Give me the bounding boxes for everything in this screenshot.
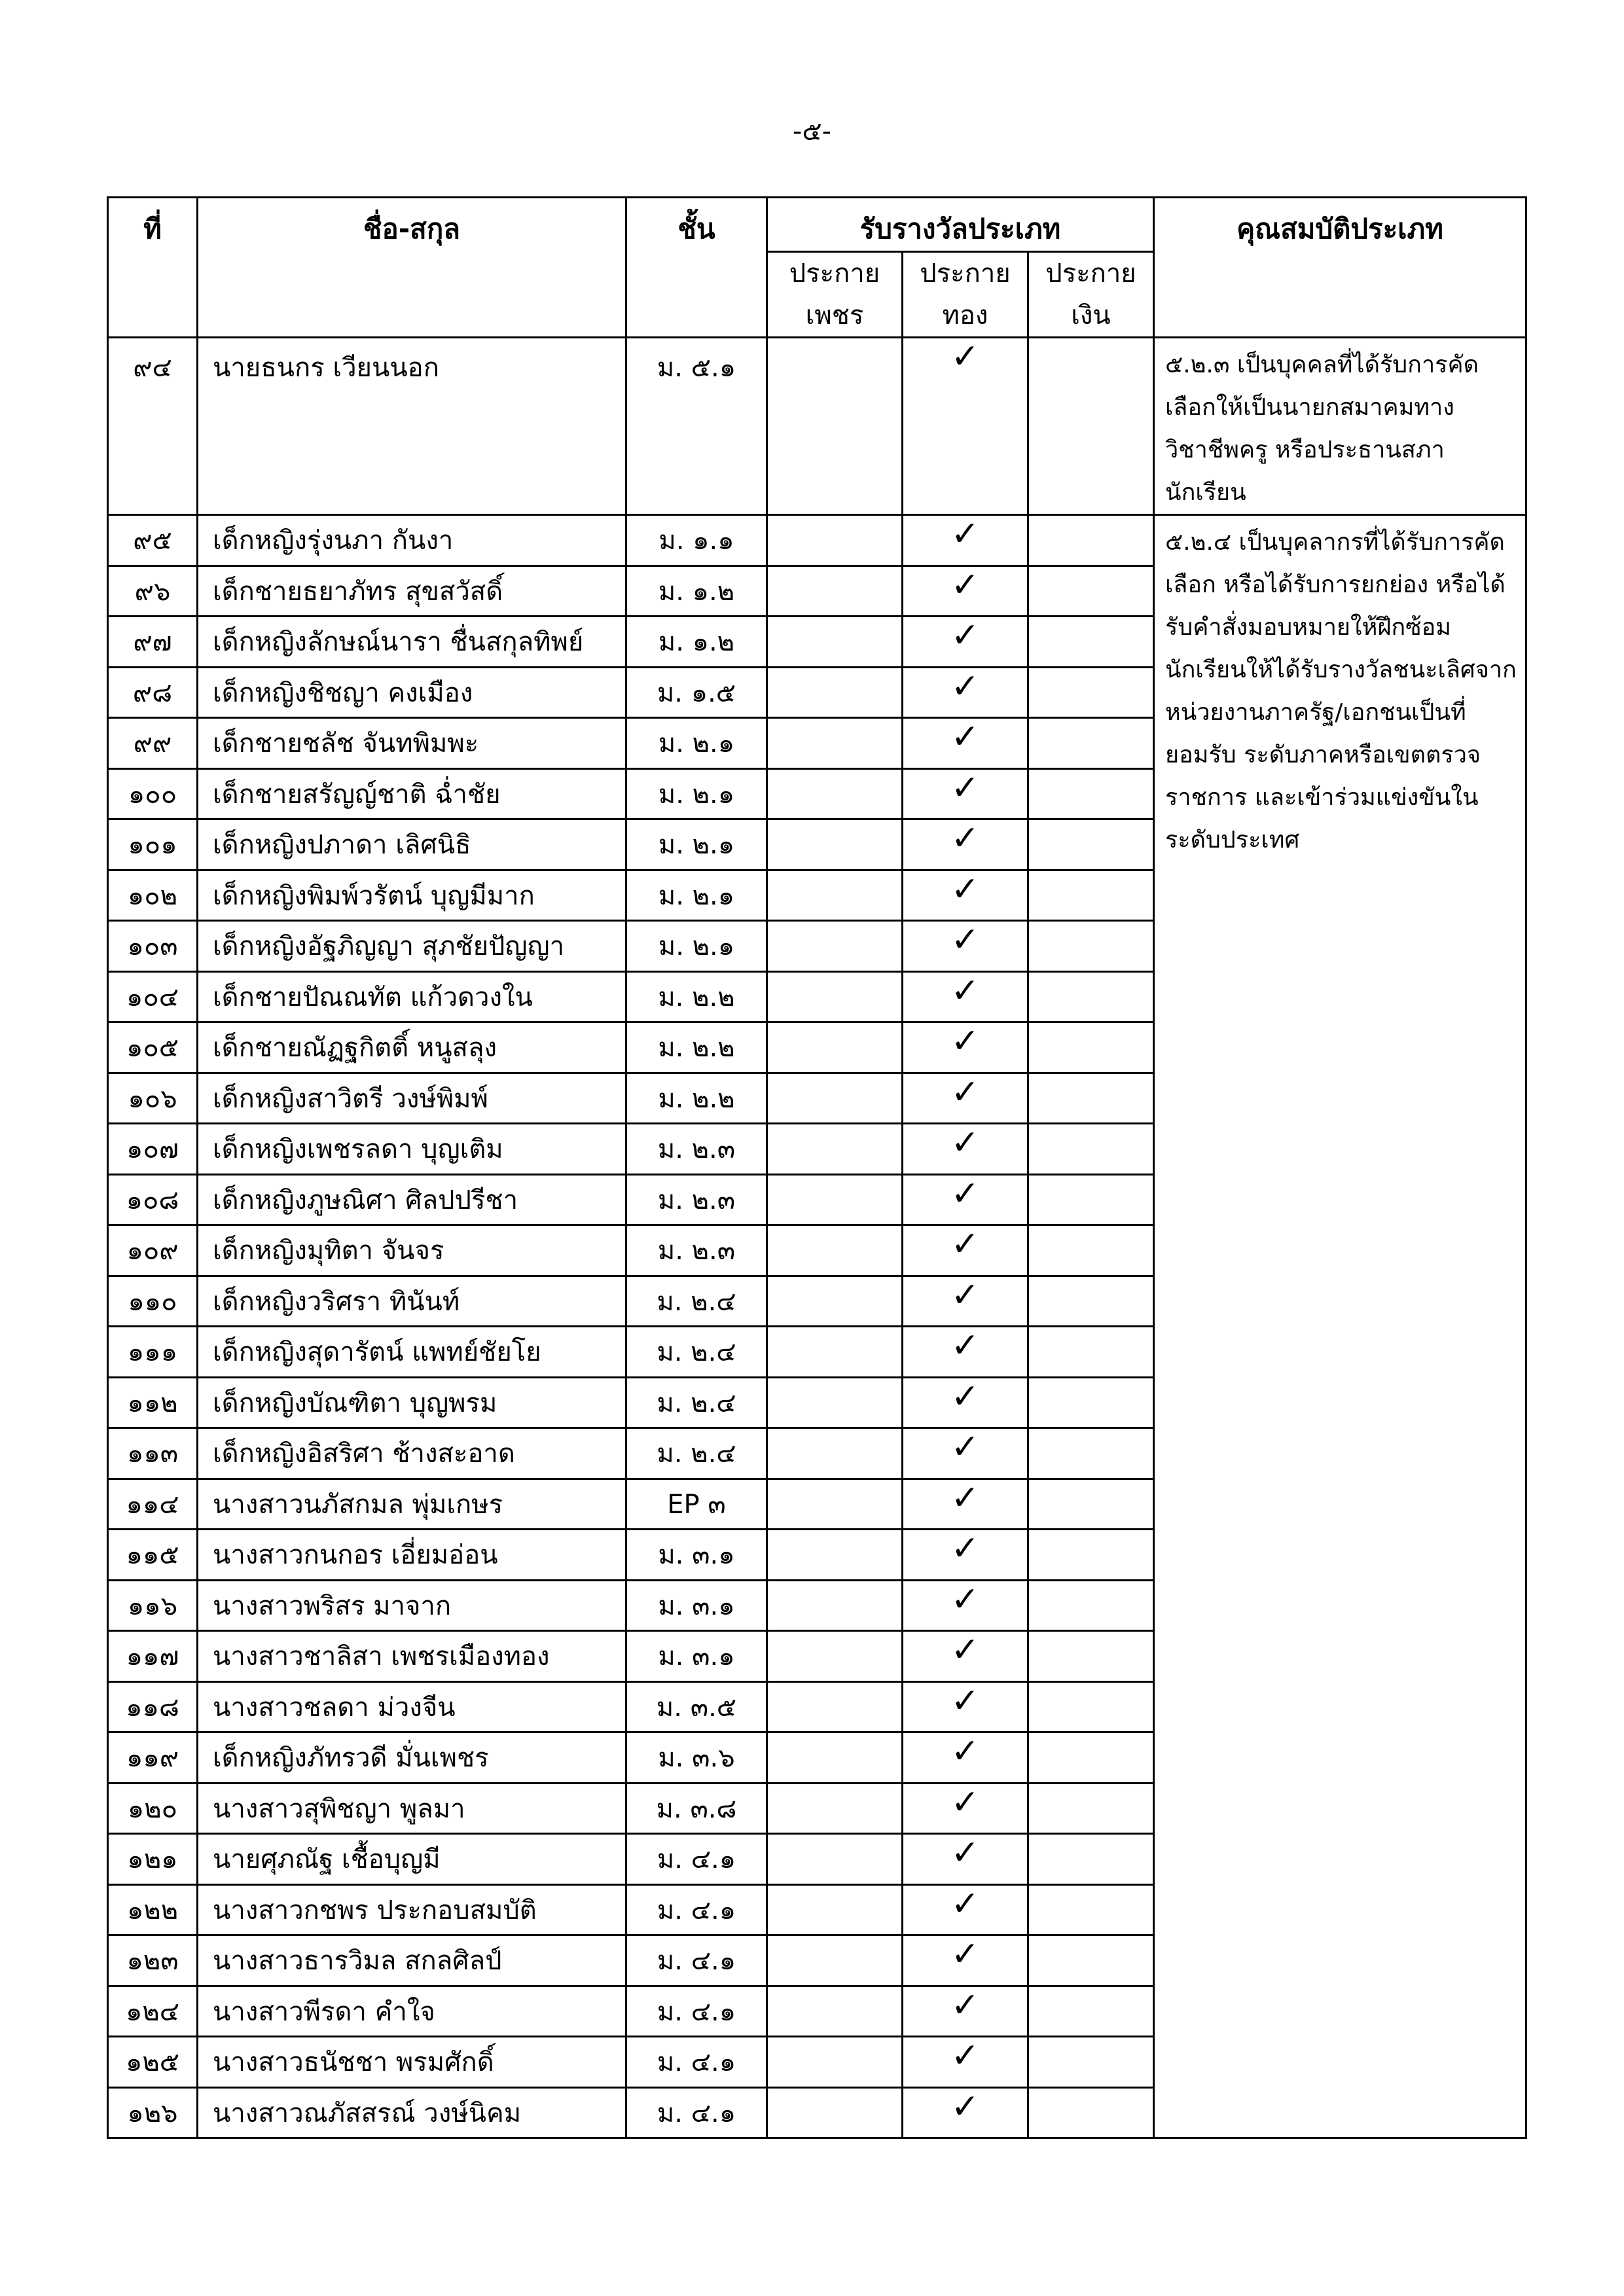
student-class: ม. ๓.๖ bbox=[626, 1732, 767, 1784]
silver-cell bbox=[1028, 667, 1154, 718]
row-number: ๑๐๖ bbox=[108, 1073, 198, 1124]
diamond-cell bbox=[767, 667, 903, 718]
check-icon: ✓ bbox=[950, 1022, 980, 1061]
gold-cell bbox=[903, 2087, 1028, 2138]
gold-cell bbox=[903, 1073, 1028, 1124]
student-class: ม. ๒.๓ bbox=[626, 1174, 767, 1225]
row-number: ๑๒๕ bbox=[108, 2037, 198, 2088]
diamond-cell bbox=[767, 971, 903, 1022]
header-diamond: ประกาย เพชร bbox=[767, 252, 903, 338]
gold-cell bbox=[903, 338, 1028, 515]
student-class: ม. ๓.๘ bbox=[626, 1783, 767, 1834]
student-name: นางสาวพริสร มาจาก bbox=[198, 1580, 626, 1631]
silver-cell bbox=[1028, 1834, 1154, 1885]
gold-cell bbox=[903, 1327, 1028, 1378]
student-class: ม. ๒.๒ bbox=[626, 1073, 767, 1124]
check-icon: ✓ bbox=[950, 337, 980, 376]
silver-cell bbox=[1028, 1530, 1154, 1581]
check-icon: ✓ bbox=[950, 2036, 980, 2075]
student-class: ม. ๒.๓ bbox=[626, 1225, 767, 1276]
silver-cell bbox=[1028, 1225, 1154, 1276]
check-icon: ✓ bbox=[950, 666, 980, 706]
check-icon: ✓ bbox=[950, 514, 980, 554]
diamond-cell bbox=[767, 819, 903, 870]
gold-cell bbox=[903, 1834, 1028, 1885]
student-name: นางสาวณภัสสรณ์ วงษ์นิคม bbox=[198, 2087, 626, 2138]
row-number: ๑๒๒ bbox=[108, 1884, 198, 1935]
check-icon: ✓ bbox=[950, 1833, 980, 1873]
student-name: เด็กหญิงอัฐภิญญา สุภชัยปัญญา bbox=[198, 921, 626, 972]
gold-cell bbox=[903, 1225, 1028, 1276]
row-number: ๙๖ bbox=[108, 565, 198, 617]
row-number: ๙๙ bbox=[108, 718, 198, 769]
gold-cell bbox=[903, 718, 1028, 769]
check-icon: ✓ bbox=[950, 1174, 980, 1213]
awards-table-body bbox=[108, 338, 1526, 2138]
diamond-cell bbox=[767, 2037, 903, 2088]
student-class: ม. ๔.๑ bbox=[626, 2037, 767, 2088]
row-number: ๑๑๕ bbox=[108, 1530, 198, 1581]
gold-cell bbox=[903, 819, 1028, 870]
student-class: ม. ๒.๔ bbox=[626, 1377, 767, 1428]
diamond-cell bbox=[767, 338, 903, 515]
qualification-text: ๕.๒.๔ เป็นบุคลากรที่ได้รับการคัดเลือก หรือได้รับการยกย่อง หรือได้รับคำสั่งมอบหมายให้ฝึกซ้อมนักเรียนให้ได้รับรางวัลชนะเลิศจากหน่วยงานภาครัฐ/เอกชนเป็นที่ยอมรับ ระดับภาคหรือเขตตรวจราชการ และเข้าร่วมแข่งขันในระดับประเทศ bbox=[1154, 515, 1526, 2138]
header-class: ชั้น bbox=[626, 198, 767, 338]
check-icon: ✓ bbox=[950, 1529, 980, 1568]
student-name: เด็กหญิงเพชรลดา บุญเติม bbox=[198, 1124, 626, 1175]
check-icon: ✓ bbox=[950, 717, 980, 757]
gold-cell bbox=[903, 1732, 1028, 1784]
row-number: ๑๐๗ bbox=[108, 1124, 198, 1175]
student-name: เด็กหญิงชิชญา คงเมือง bbox=[198, 667, 626, 718]
diamond-cell bbox=[767, 1174, 903, 1225]
row-number: ๑๑๓ bbox=[108, 1428, 198, 1479]
student-name: เด็กหญิงปภาดา เลิศนิธิ bbox=[198, 819, 626, 870]
gold-cell bbox=[903, 971, 1028, 1022]
student-class: ม. ๒.๔ bbox=[626, 1327, 767, 1378]
student-name: เด็กชายณัฏฐกิตติ์ หนูสลุง bbox=[198, 1022, 626, 1073]
student-name: เด็กหญิงสาวิตรี วงษ์พิมพ์ bbox=[198, 1073, 626, 1124]
student-class: ม. ๒.๑ bbox=[626, 870, 767, 921]
row-number: ๑๐๘ bbox=[108, 1174, 198, 1225]
check-icon: ✓ bbox=[950, 616, 980, 655]
student-class: ม. ๕.๑ bbox=[626, 338, 767, 515]
row-number: ๙๕ bbox=[108, 515, 198, 566]
gold-cell bbox=[903, 1783, 1028, 1834]
check-icon: ✓ bbox=[950, 565, 980, 605]
student-name: นางสาวชลดา ม่วงจีน bbox=[198, 1681, 626, 1732]
row-number: ๑๐๙ bbox=[108, 1225, 198, 1276]
student-name: เด็กหญิงบัณฑิตา บุญพรม bbox=[198, 1377, 626, 1428]
check-icon: ✓ bbox=[950, 1782, 980, 1822]
diamond-cell bbox=[767, 1834, 903, 1885]
student-name: เด็กหญิงวริศรา ทินันท์ bbox=[198, 1276, 626, 1327]
student-name: นางสาวกนกอร เอี่ยมอ่อน bbox=[198, 1530, 626, 1581]
row-number: ๑๐๒ bbox=[108, 870, 198, 921]
row-number: ๑๐๕ bbox=[108, 1022, 198, 1073]
silver-cell bbox=[1028, 1732, 1154, 1784]
student-name: เด็กชายปัณณทัต แก้วดวงใน bbox=[198, 971, 626, 1022]
student-class: ม. ๔.๑ bbox=[626, 1834, 767, 1885]
student-name: เด็กหญิงภูษณิศา ศิลปปรีชา bbox=[198, 1174, 626, 1225]
row-number: ๑๑๗ bbox=[108, 1631, 198, 1682]
check-icon: ✓ bbox=[950, 1630, 980, 1670]
student-name: เด็กหญิงรุ่งนภา กันงา bbox=[198, 515, 626, 566]
row-number: ๑๑๒ bbox=[108, 1377, 198, 1428]
student-name: เด็กหญิงลักษณ์นารา ชื่นสกุลทิพย์ bbox=[198, 617, 626, 668]
diamond-cell bbox=[767, 617, 903, 668]
table-row bbox=[108, 338, 1526, 515]
student-name: นางสาวสุพิชญา พูลมา bbox=[198, 1783, 626, 1834]
student-class: ม. ๔.๑ bbox=[626, 1884, 767, 1935]
diamond-cell bbox=[767, 1580, 903, 1631]
diamond-cell bbox=[767, 1073, 903, 1124]
student-class: ม. ๒.๒ bbox=[626, 971, 767, 1022]
student-name: เด็กชายธยาภัทร สุขสวัสดิ์ bbox=[198, 565, 626, 617]
row-number: ๙๘ bbox=[108, 667, 198, 718]
diamond-cell bbox=[767, 565, 903, 617]
silver-cell bbox=[1028, 2037, 1154, 2088]
check-icon: ✓ bbox=[950, 1579, 980, 1619]
gold-cell bbox=[903, 1580, 1028, 1631]
row-number: ๑๒๖ bbox=[108, 2087, 198, 2138]
diamond-cell bbox=[767, 1631, 903, 1682]
student-class: ม. ๒.๑ bbox=[626, 921, 767, 972]
silver-cell bbox=[1028, 617, 1154, 668]
gold-cell bbox=[903, 1022, 1028, 1073]
silver-cell bbox=[1028, 1479, 1154, 1530]
gold-cell bbox=[903, 1276, 1028, 1327]
silver-cell bbox=[1028, 971, 1154, 1022]
diamond-cell bbox=[767, 1377, 903, 1428]
silver-cell bbox=[1028, 1783, 1154, 1834]
diamond-cell bbox=[767, 515, 903, 566]
student-name: เด็กหญิงสุดารัตน์ แพทย์ชัยโย bbox=[198, 1327, 626, 1378]
silver-cell bbox=[1028, 515, 1154, 566]
student-name: เด็กหญิงพิมพ์วรัตน์ บุญมีมาก bbox=[198, 870, 626, 921]
silver-cell bbox=[1028, 768, 1154, 819]
qualification-text: ๕.๒.๓ เป็นบุคคลที่ได้รับการคัดเลือกให้เป็นนายกสมาคมทางวิชาชีพครู หรือประธานสภานักเรียน bbox=[1154, 338, 1526, 515]
row-number: ๑๐๑ bbox=[108, 819, 198, 870]
check-icon: ✓ bbox=[950, 768, 980, 808]
gold-cell bbox=[903, 1428, 1028, 1479]
diamond-cell bbox=[767, 1783, 903, 1834]
student-class: ม. ๔.๑ bbox=[626, 1986, 767, 2037]
gold-cell bbox=[903, 1174, 1028, 1225]
student-name: นายศุภณัฐ เชื้อบุญมี bbox=[198, 1834, 626, 1885]
diamond-cell bbox=[767, 1124, 903, 1175]
silver-cell bbox=[1028, 565, 1154, 617]
check-icon: ✓ bbox=[950, 1935, 980, 1974]
student-class: ม. ๔.๑ bbox=[626, 1935, 767, 1986]
header-gold: ประกาย ทอง bbox=[903, 252, 1028, 338]
diamond-cell bbox=[767, 1935, 903, 1986]
student-class: ม. ๓.๕ bbox=[626, 1681, 767, 1732]
silver-cell bbox=[1028, 1327, 1154, 1378]
student-class: ม. ๓.๑ bbox=[626, 1631, 767, 1682]
student-class: ม. ๑.๒ bbox=[626, 617, 767, 668]
student-class: ม. ๑.๒ bbox=[626, 565, 767, 617]
diamond-cell bbox=[767, 1884, 903, 1935]
silver-cell bbox=[1028, 1884, 1154, 1935]
row-number: ๑๐๔ bbox=[108, 971, 198, 1022]
row-number: ๑๑๖ bbox=[108, 1580, 198, 1631]
header-no: ที่ bbox=[108, 198, 198, 338]
gold-cell bbox=[903, 1681, 1028, 1732]
student-class: ม. ๒.๑ bbox=[626, 718, 767, 769]
gold-cell bbox=[903, 515, 1028, 566]
row-number: ๑๒๓ bbox=[108, 1935, 198, 1986]
check-icon: ✓ bbox=[950, 1732, 980, 1771]
student-class: EP ๓ bbox=[626, 1479, 767, 1530]
row-number: ๑๑๐ bbox=[108, 1276, 198, 1327]
diamond-cell bbox=[767, 1732, 903, 1784]
check-icon: ✓ bbox=[950, 1326, 980, 1365]
gold-cell bbox=[903, 870, 1028, 921]
diamond-cell bbox=[767, 1276, 903, 1327]
gold-cell bbox=[903, 1935, 1028, 1986]
check-icon: ✓ bbox=[950, 1681, 980, 1721]
check-icon: ✓ bbox=[950, 920, 980, 960]
student-name: เด็กหญิงมุทิตา จันจร bbox=[198, 1225, 626, 1276]
student-class: ม. ๓.๑ bbox=[626, 1530, 767, 1581]
check-icon: ✓ bbox=[950, 1072, 980, 1112]
diamond-cell bbox=[767, 768, 903, 819]
diamond-cell bbox=[767, 870, 903, 921]
row-number: ๑๒๐ bbox=[108, 1783, 198, 1834]
header-silver: ประกาย เงิน bbox=[1028, 252, 1154, 338]
student-class: ม. ๒.๑ bbox=[626, 819, 767, 870]
gold-cell bbox=[903, 1124, 1028, 1175]
silver-cell bbox=[1028, 921, 1154, 972]
check-icon: ✓ bbox=[950, 1884, 980, 1924]
gold-cell bbox=[903, 667, 1028, 718]
silver-cell bbox=[1028, 1428, 1154, 1479]
diamond-cell bbox=[767, 1986, 903, 2037]
header-award-type: รับรางวัลประเภท bbox=[767, 198, 1154, 252]
gold-cell bbox=[903, 1631, 1028, 1682]
student-class: ม. ๒.๓ bbox=[626, 1124, 767, 1175]
check-icon: ✓ bbox=[950, 1123, 980, 1162]
check-icon: ✓ bbox=[950, 1427, 980, 1467]
check-icon: ✓ bbox=[950, 2087, 980, 2126]
silver-cell bbox=[1028, 1631, 1154, 1682]
student-name: นางสาวนภัสกมล พุ่มเกษร bbox=[198, 1479, 626, 1530]
silver-cell bbox=[1028, 1681, 1154, 1732]
diamond-cell bbox=[767, 1327, 903, 1378]
student-class: ม. ๒.๔ bbox=[626, 1428, 767, 1479]
student-name: นายธนกร เวียนนอก bbox=[198, 338, 626, 515]
check-icon: ✓ bbox=[950, 819, 980, 858]
silver-cell bbox=[1028, 1174, 1154, 1225]
check-icon: ✓ bbox=[950, 971, 980, 1011]
diamond-cell bbox=[767, 921, 903, 972]
check-icon: ✓ bbox=[950, 1225, 980, 1264]
check-icon: ✓ bbox=[950, 1478, 980, 1518]
gold-cell bbox=[903, 565, 1028, 617]
silver-cell bbox=[1028, 1276, 1154, 1327]
row-number: ๙๗ bbox=[108, 617, 198, 668]
silver-cell bbox=[1028, 1073, 1154, 1124]
student-name: นางสาวพีรดา คำใจ bbox=[198, 1986, 626, 2037]
gold-cell bbox=[903, 1530, 1028, 1581]
row-number: ๑๑๘ bbox=[108, 1681, 198, 1732]
awards-table bbox=[107, 196, 1527, 2139]
student-name: เด็กหญิงภัทรวดี มั่นเพชร bbox=[198, 1732, 626, 1784]
silver-cell bbox=[1028, 819, 1154, 870]
gold-cell bbox=[903, 768, 1028, 819]
gold-cell bbox=[903, 1986, 1028, 2037]
student-class: ม. ๑.๑ bbox=[626, 515, 767, 566]
diamond-cell bbox=[767, 1530, 903, 1581]
silver-cell bbox=[1028, 870, 1154, 921]
silver-cell bbox=[1028, 1022, 1154, 1073]
row-number: ๙๔ bbox=[108, 338, 198, 515]
silver-cell bbox=[1028, 1986, 1154, 2037]
row-number: ๑๒๔ bbox=[108, 1986, 198, 2037]
table-row bbox=[108, 515, 1526, 566]
student-class: ม. ๒.๑ bbox=[626, 768, 767, 819]
diamond-cell bbox=[767, 718, 903, 769]
silver-cell bbox=[1028, 338, 1154, 515]
gold-cell bbox=[903, 1884, 1028, 1935]
student-name: นางสาวธนัชชา พรมศักดิ์ bbox=[198, 2037, 626, 2088]
silver-cell bbox=[1028, 718, 1154, 769]
diamond-cell bbox=[767, 1681, 903, 1732]
student-name: นางสาวธารวิมล สกลศิลป์ bbox=[198, 1935, 626, 1986]
student-name: เด็กชายชลัช จันทพิมพะ bbox=[198, 718, 626, 769]
student-class: ม. ๔.๑ bbox=[626, 2087, 767, 2138]
student-name: นางสาวชาลิสา เพชรเมืองทอง bbox=[198, 1631, 626, 1682]
silver-cell bbox=[1028, 1935, 1154, 1986]
page-number: -๕- bbox=[792, 117, 832, 147]
row-number: ๑๑๑ bbox=[108, 1327, 198, 1378]
gold-cell bbox=[903, 617, 1028, 668]
row-number: ๑๒๑ bbox=[108, 1834, 198, 1885]
student-name: เด็กชายสรัญญ์ชาติ ฉ่ำชัย bbox=[198, 768, 626, 819]
silver-cell bbox=[1028, 2087, 1154, 2138]
diamond-cell bbox=[767, 1428, 903, 1479]
check-icon: ✓ bbox=[950, 869, 980, 909]
student-name: นางสาวกชพร ประกอบสมบัติ bbox=[198, 1884, 626, 1935]
check-icon: ✓ bbox=[950, 1376, 980, 1416]
silver-cell bbox=[1028, 1580, 1154, 1631]
diamond-cell bbox=[767, 1225, 903, 1276]
header-qualification: คุณสมบัติประเภท bbox=[1154, 198, 1526, 338]
check-icon: ✓ bbox=[950, 1275, 980, 1315]
gold-cell bbox=[903, 1479, 1028, 1530]
row-number: ๑๑๔ bbox=[108, 1479, 198, 1530]
diamond-cell bbox=[767, 1479, 903, 1530]
student-class: ม. ๒.๔ bbox=[626, 1276, 767, 1327]
row-number: ๑๐๐ bbox=[108, 768, 198, 819]
silver-cell bbox=[1028, 1124, 1154, 1175]
student-class: ม. ๓.๑ bbox=[626, 1580, 767, 1631]
silver-cell bbox=[1028, 1377, 1154, 1428]
student-name: เด็กหญิงอิสริศา ช้างสะอาด bbox=[198, 1428, 626, 1479]
row-number: ๑๑๙ bbox=[108, 1732, 198, 1784]
header-name: ชื่อ-สกุล bbox=[198, 198, 626, 338]
row-number: ๑๐๓ bbox=[108, 921, 198, 972]
check-icon: ✓ bbox=[950, 1985, 980, 2025]
student-class: ม. ๑.๕ bbox=[626, 667, 767, 718]
student-class: ม. ๒.๒ bbox=[626, 1022, 767, 1073]
diamond-cell bbox=[767, 2087, 903, 2138]
gold-cell bbox=[903, 1377, 1028, 1428]
gold-cell bbox=[903, 2037, 1028, 2088]
gold-cell bbox=[903, 921, 1028, 972]
diamond-cell bbox=[767, 1022, 903, 1073]
